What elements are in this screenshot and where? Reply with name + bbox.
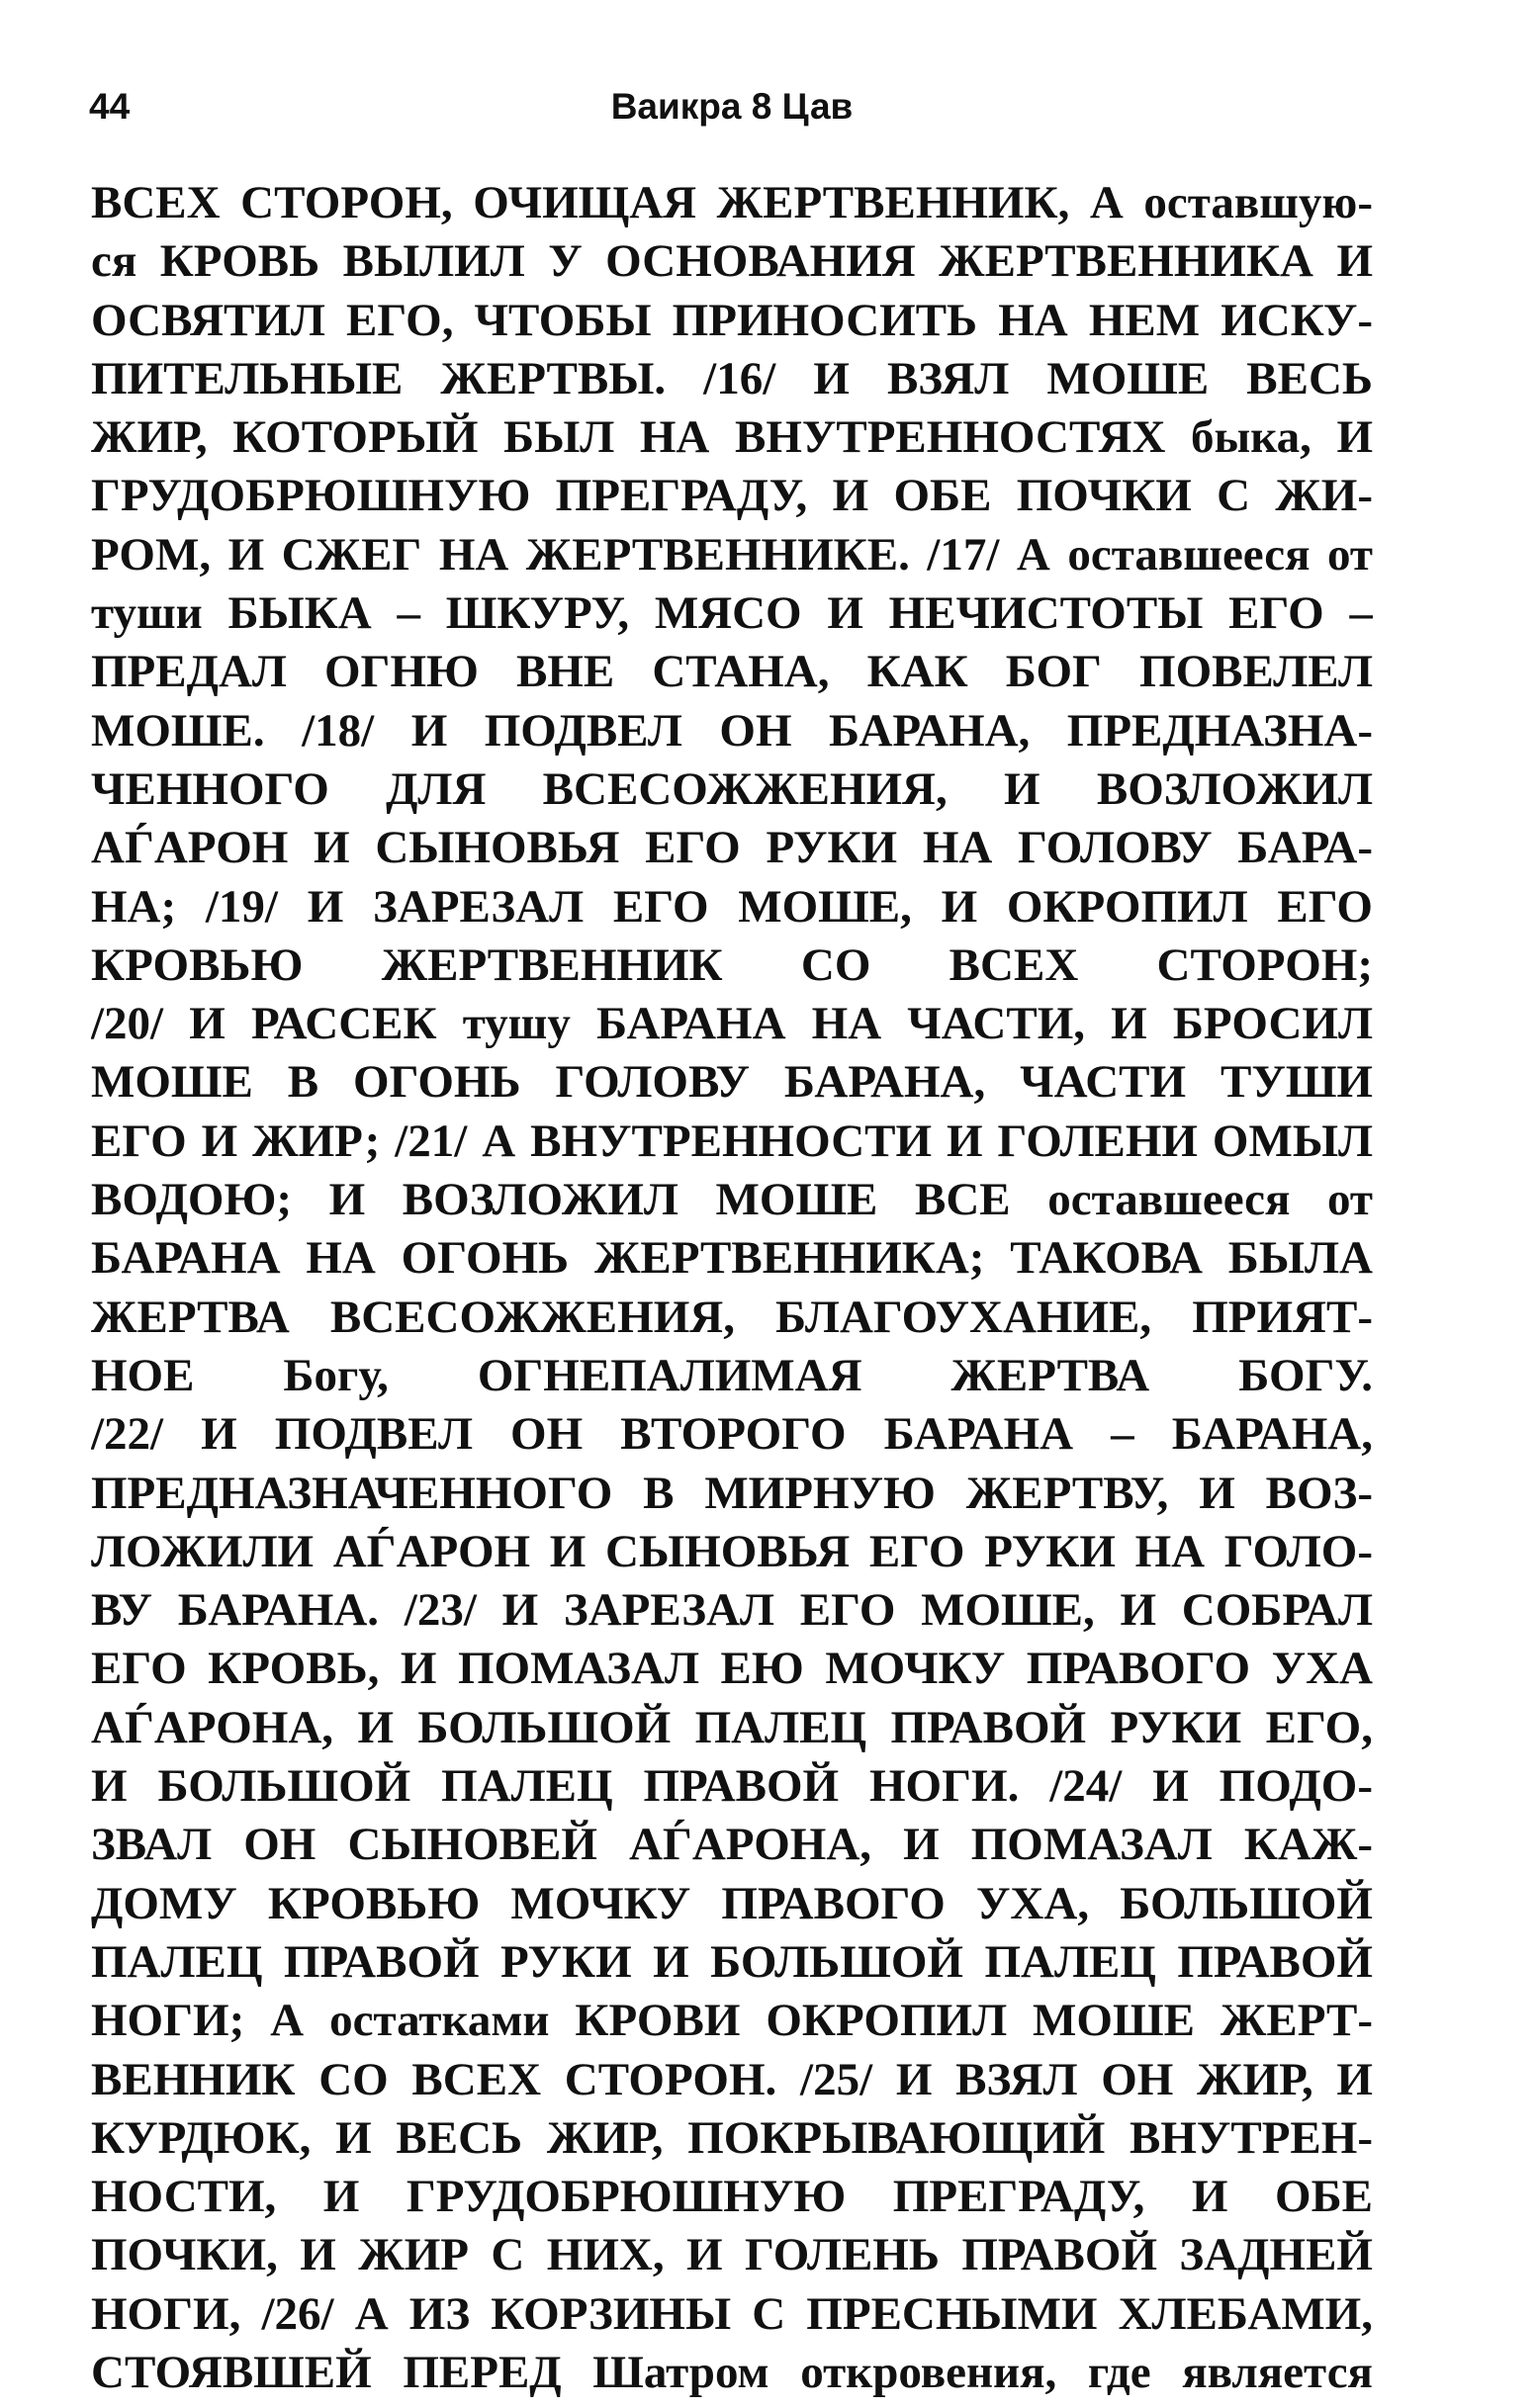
text-line: КУРДЮК, И ВЕСЬ ЖИР, ПОКРЫВАЮЩИЙ ВНУТРЕН- <box>91 2111 1373 2164</box>
text-line: ВСЕХ СТОРОН, ОЧИЩАЯ ЖЕРТВЕННИК, А оставшую- <box>91 177 1373 228</box>
text-line: СТОЯВШЕЙ ПЕРЕД Шатром откровения, где является <box>91 2346 1373 2398</box>
text-line: БАРАНА НА ОГОНЬ ЖЕРТВЕННИКА; ТАКОВА БЫЛА <box>91 1232 1373 1285</box>
text-line: /22/ И ПОДВЕЛ ОН ВТОРОГО БАРАНА – БАРАНА, <box>91 1408 1373 1461</box>
text-line: ВУ БАРАНА. /23/ И ЗАРЕЗАЛ ЕГО МОШЕ, И СОБРАЛ <box>91 1584 1373 1637</box>
text-line: И БОЛЬШОЙ ПАЛЕЦ ПРАВОЙ НОГИ. /24/ И ПОДО- <box>91 1760 1373 1813</box>
text-line: ДОМУ КРОВЬЮ МОЧКУ ПРАВОГО УХА, БОЛЬШОЙ <box>91 1877 1373 1929</box>
text-line: ГРУДОБРЮШНУЮ ПРЕГРАДУ, И ОБЕ ПОЧКИ С ЖИ- <box>91 470 1373 522</box>
text-line: ЖИР, КОТОРЫЙ БЫЛ НА ВНУТРЕННОСТЯХ быка, И <box>91 411 1373 464</box>
text-line: ВЕННИК СО ВСЕХ СТОРОН. /25/ И ВЗЯЛ ОН ЖИР, И <box>91 2053 1373 2105</box>
text-line: ПИТЕЛЬНЫЕ ЖЕРТВЫ. /16/ И ВЗЯЛ МОШЕ ВЕСЬ <box>91 352 1373 404</box>
text-line: НОЕ Богу, ОГНЕПАЛИМАЯ ЖЕРТВА БОГУ. <box>91 1349 1373 1401</box>
text-line: МОШЕ. /18/ И ПОДВЕЛ ОН БАРАНА, ПРЕДНАЗНА- <box>91 704 1373 757</box>
running-title: Ваикра 8 Цав <box>610 86 854 127</box>
text-line: КРОВЬЮ ЖЕРТВЕННИК СО ВСЕХ СТОРОН; <box>91 938 1373 991</box>
text-line: ВОДОЮ; И ВОЗЛОЖИЛ МОШЕ ВСЕ оставшееся от <box>91 1174 1373 1226</box>
text-line: ПРЕДНАЗНАЧЕННОГО В МИРНУЮ ЖЕРТВУ, И ВОЗ- <box>91 1467 1373 1519</box>
text-line: ся КРОВЬ ВЫЛИЛ У ОСНОВАНИЯ ЖЕРТВЕННИКА И <box>91 235 1373 288</box>
text-line: ОСВЯТИЛ ЕГО, ЧТОБЫ ПРИНОСИТЬ НА НЕМ ИСКУ- <box>91 294 1373 346</box>
text-line: ПАЛЕЦ ПРАВОЙ РУКИ И БОЛЬШОЙ ПАЛЕЦ ПРАВОЙ <box>91 1935 1373 1988</box>
text-line: НА; /19/ И ЗАРЕЗАЛ ЕГО МОШЕ, И ОКРОПИЛ ЕГО <box>91 880 1373 933</box>
text-line: ЕГО И ЖИР; /21/ А ВНУТРЕННОСТИ И ГОЛЕНИ ОМЫЛ <box>91 1115 1373 1167</box>
text-line: НОГИ, /26/ А ИЗ КОРЗИНЫ С ПРЕСНЫМИ ХЛЕБАМИ, <box>91 2287 1373 2340</box>
page-header <box>89 77 1375 136</box>
text-line: туши БЫКА – ШКУРУ, МЯСО И НЕЧИСТОТЫ ЕГО – <box>91 587 1373 640</box>
text-line: ПРЕДАЛ ОГНЮ ВНЕ СТАНА, КАК БОГ ПОВЕЛЕЛ <box>91 646 1373 698</box>
text-line: АЃАРОН И СЫНОВЬЯ ЕГО РУКИ НА ГОЛОВУ БАРА- <box>91 822 1373 874</box>
text-line: ПОЧКИ, И ЖИР С НИХ, И ГОЛЕНЬ ПРАВОЙ ЗАДНЕЙ <box>91 2229 1373 2281</box>
text-line: ЗВАЛ ОН СЫНОВЕЙ АЃАРОНА, И ПОМАЗАЛ КАЖ- <box>91 1819 1373 1871</box>
text-line: НОСТИ, И ГРУДОБРЮШНУЮ ПРЕГРАДУ, И ОБЕ <box>91 2171 1373 2223</box>
text-line: /20/ И РАССЕК тушу БАРАНА НА ЧАСТИ, И БРОСИЛ <box>91 998 1373 1050</box>
text-line: НОГИ; А остатками КРОВИ ОКРОПИЛ МОШЕ ЖЕРТ- <box>91 1995 1373 2047</box>
text-line: ЛОЖИЛИ АЃАРОН И СЫНОВЬЯ ЕГО РУКИ НА ГОЛО- <box>91 1525 1373 1577</box>
text-line: ЕГО КРОВЬ, И ПОМАЗАЛ ЕЮ МОЧКУ ПРАВОГО УХА <box>91 1643 1373 1695</box>
text-line: МОШЕ В ОГОНЬ ГОЛОВУ БАРАНА, ЧАСТИ ТУШИ <box>91 1056 1373 1109</box>
text-line: ЧЕННОГО ДЛЯ ВСЕСОЖЖЕНИЯ, И ВОЗЛОЖИЛ <box>91 762 1373 815</box>
body-text <box>91 174 1373 2402</box>
text-line: ЖЕРТВА ВСЕСОЖЖЕНИЯ, БЛАГОУХАНИЕ, ПРИЯТ- <box>91 1291 1373 1343</box>
text-line: АЃАРОНА, И БОЛЬШОЙ ПАЛЕЦ ПРАВОЙ РУКИ ЕГО, <box>91 1701 1373 1753</box>
text-line: РОМ, И СЖЕГ НА ЖЕРТВЕННИКЕ. /17/ А оставшееся от <box>91 528 1373 580</box>
page-number: 44 <box>89 86 131 127</box>
